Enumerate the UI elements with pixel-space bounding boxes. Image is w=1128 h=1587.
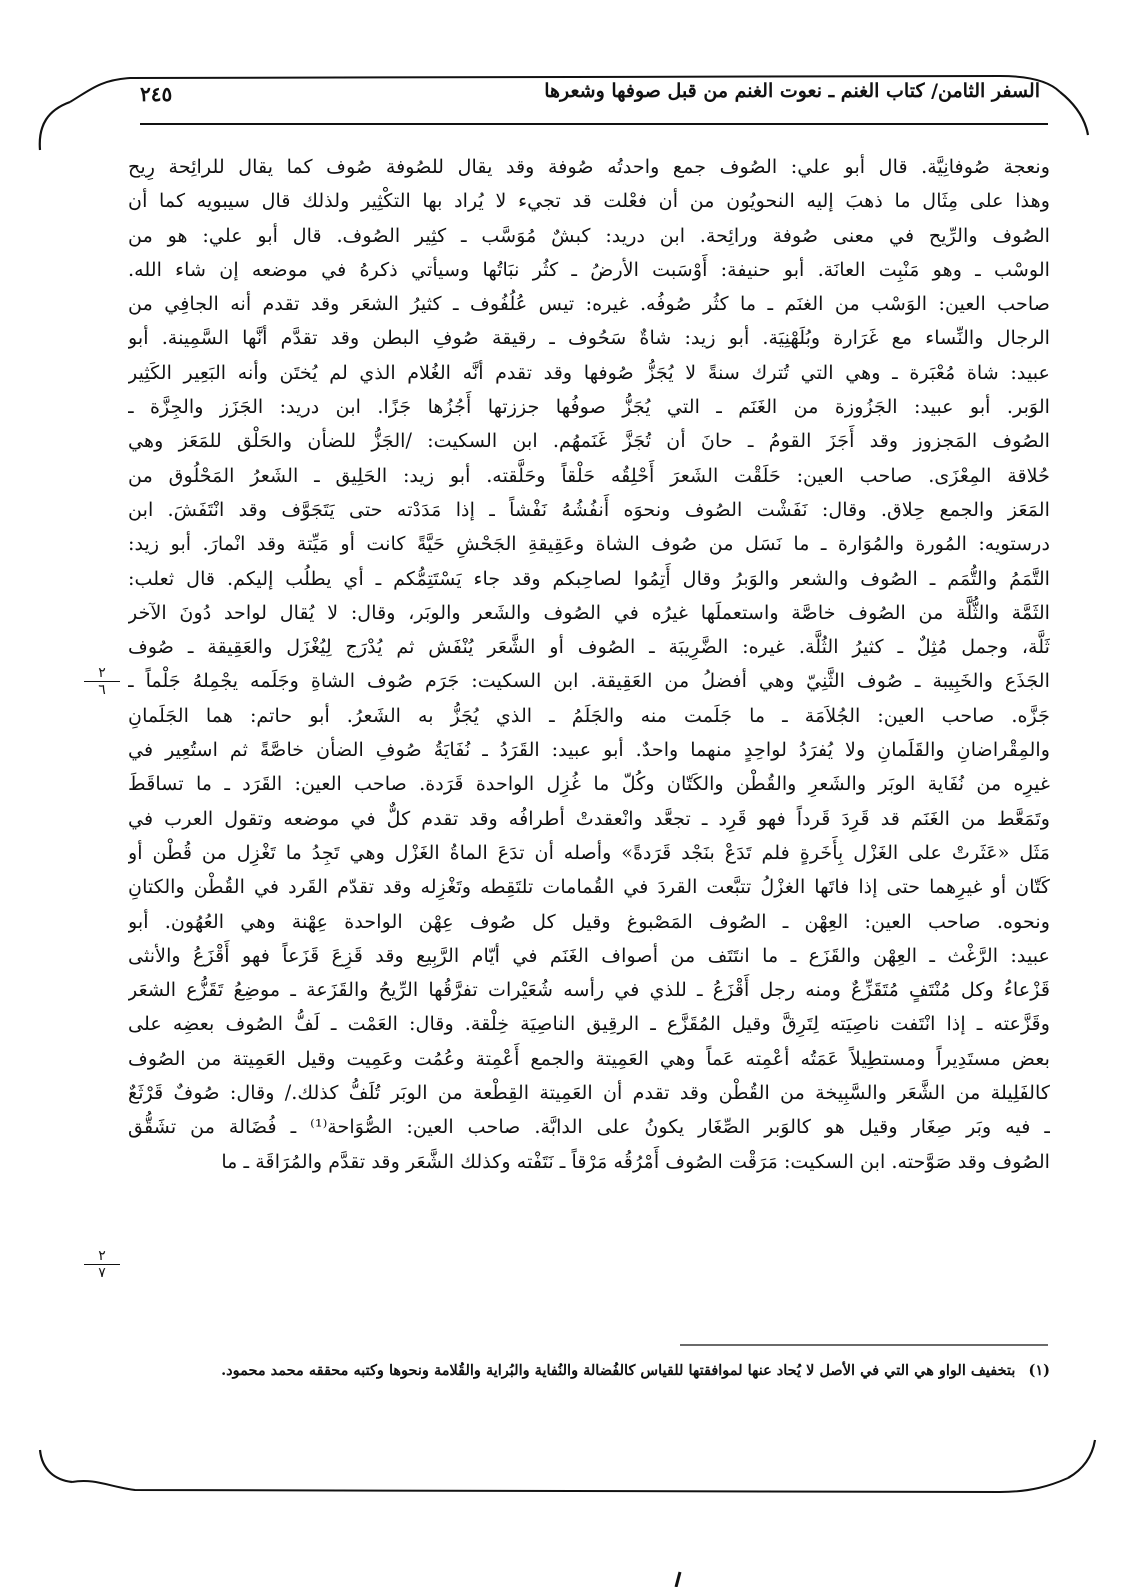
footnote-marker: (١) <box>1028 1362 1050 1379</box>
frame-bottom-line <box>72 1478 1068 1492</box>
text-line: الصُوف وقد صَوَّحته. ابن السكيت: مَرَقْت الصُوف أَمْرُقُه مَرْقاً ـ نَتَفْته وكذلك الشَّعَر وقد تقدَّم والمُرَاقَة ـ ما <box>221 1149 1050 1173</box>
text-line: ثَلَّة، وجمل مُثِلٌ ـ كثيرُ الثُلَّة. غيره: الضَّرِيبَة ـ الصُوف أو الشَّعَر يُنْفَش ثم يُدْرَج لِيُغْزَل والعَقِيقة ـ صُوف <box>128 635 1050 659</box>
margin-numerator: ٢ <box>84 666 120 682</box>
text-line: قَزْعاءُ وكل مُنْتَفٍ مُتَقَزِّعٌ ومنه رجل أَقْزَعُ ـ للذي في رأسه شُعَيْرات تفرَّقُها الرِّيحُ والقَزَعة ـ موضِعُ تَقَزُّع الشعَر <box>128 978 1050 1002</box>
running-title: السفر الثامن/ كتاب الغنم ـ نعوت الغنم من قبل صوفها وشعرها <box>544 80 1040 102</box>
frame-right-curve-bottom <box>1068 1440 1095 1478</box>
margin-page-reference-6 <box>84 666 120 697</box>
text-line: الجَذَع والخَبِيبة ـ صُوف الثَّنِيّ وهي أفضلُ من العَقِيقة. ابن السكيت: جَرَم صُوف الشاةِ وجَلَمه يجْمِلهُ جَلْماً ـ <box>128 669 1050 693</box>
text-line: كالفَلِيلة من الشَّعَر والسَّبِيخة من القُطْن وقد تقدم أن العَمِيتة القِطْعة من الوبَر تُلَفُّ كذلك./ وقال: صُوفٌ قَرْثَعٌ <box>128 1081 1050 1105</box>
margin-denominator: ٧ <box>98 1265 106 1281</box>
text-line: غيرِه من نُفَاية الوبَر والشَعرِ والقُطْن والكَتّان وكُلّ ما غُزِل الواحدة قَرَدة. صاحب العين: القَرَد ـ ما تساقَطَ <box>128 772 1050 796</box>
text-line: مَثَل «عَثَرتْ على الغَزْل بِأَخَرةٍ فلم تَدَعْ بنَجْد قَرَدةً» وأصله أن تدَعَ الماةُ الغَزْل وهي تَجِدُ ما تَغْزِل من قُطْن أو <box>128 840 1050 864</box>
text-line: والمِقْراضانِ والقَلَمانِ ولا يُفرَدُ لواحِدٍ منهما واحدٌ. أبو عبيد: القَرَدُ ـ نُفَايَةُ صُوفِ الضأن خاصَّةً ثم استُعِير في <box>128 738 1050 762</box>
footnote <box>140 1358 1050 1384</box>
margin-denominator: ٦ <box>98 682 106 698</box>
text-line: عبيد: الرَّغْث ـ العِهْن والقَزَع ـ ما انتَتَف من أصواف الغَنَم في أيّام الرَّبِيع وقد قَزِعَ قَزَعاً فهو أَقْزَعُ والأنثى <box>128 943 1050 967</box>
main-text <box>128 150 1050 1179</box>
text-line: ونحوه. صاحب العين: العِهْن ـ الصُوف المَصْبوغ وقيل كل صُوف عِهْن الواحدة عِهْنة وهي العُهُون. أبو <box>128 909 1050 933</box>
text-line: جَزَّه. صاحب العين: الجُلاَمَة ـ ما جَلَمت منه والجَلَمُ ـ الذي يُجَزُّ به الشَعرُ. أبو حاتم: هما الجَلَمانِ <box>128 703 1050 727</box>
text-line: درستويه: المُورة والمُوَارة ـ ما نَسَل من صُوف الشاة وعَقِيقةِ الجَحْشِ حَيَّةً كانت أو مَيِّتة وقد انْمارَ. أبو زيد: <box>128 532 1050 556</box>
margin-page-reference-7 <box>84 1249 120 1280</box>
text-line: ـ فيه وبَر صِغَار وقيل هو كالوَبر الصِّغَار يكونُ على الدابَّة. صاحب العين: الصُّوَاحة⁽¹⁾ ـ فُضَالة من تشَقُّق <box>128 1115 1050 1139</box>
text-line: ونعجة صُوفانِيَّة. قال أبو علي: الصُوف جمع واحدتُه صُوفة وقد يقال للصُوفة صُوف كما يقال للرائِحة رِيح <box>128 155 1050 178</box>
text-line: المَعَز والجمع حِلاق. وقال: نَفَشْت الصُوف ونحوَه أَنفُشُهُ نَفْشاً ـ إذا مَدَدْته حتى يَتَجَوَّف وقد انْتَفَشَ. ابن <box>128 497 1050 521</box>
text-line: الصُوف المَجزوز وقد أَجَزَ القومُ ـ حانَ أن تُجَزَّ غَنَمهُم. ابن السكيت: /الجَزُّ للضأن والحَلْق للمَعَز وهي <box>128 429 1050 453</box>
text-line: الرجال والنِّساء مع غَرَارة وبُلَهْنِيَة. أبو زيد: شاةٌ سَحُوف ـ رقيقة صُوفِ البطن وقد تقدَّم أنَّها السَّمِينة. أبو <box>128 326 1050 350</box>
text-line: الثَمَّة والثُّلَّة من الصُوف خاصَّة واستعملَها غيرُه في الصُوف والشَعر والوبَر، وقال: لا يُقال لواحد دُونَ الآخر <box>128 600 1050 624</box>
text-line: حُلاقة المِعْزَى. صاحب العين: حَلَقْت الشَعرَ أَحْلِقُه حَلْقاً وحَلَّقته. أبو زيد: الحَلِيق ـ الشَعرُ المَحْلُوق من <box>128 463 1050 487</box>
text-line: الصُوف والرِّيح في معنى صُوفة ورائِحة. ابن دريد: كبشٌ مُوَسَّب ـ كثِير الصُوف. قال أبو علي: هو من <box>128 223 1050 247</box>
scan-mark <box>676 1572 680 1587</box>
frame-left-curve-top <box>40 102 70 150</box>
text-line: الوَبر. أبو عبيد: الجَزُوزة من الغَنَم ـ التي يُجَزُّ صوفُها جززتها أَجُزُها جَزًا. ابن دريد: الجَزَز والجِزَّة ـ <box>128 395 1050 419</box>
text-line: الوسْب ـ وهو مَنْبِت العانَة. أبو حنيفة: أَوْسَبت الأرضُ ـ كثُر نبَاتُها وسيأتي ذكرهُ في موضعه إن شاء الله. <box>128 257 1050 281</box>
page-header <box>140 80 1040 114</box>
text-line: وهذا على مِثَال ما ذهبَ إليه النحويُون من أن فعْلت قد تجيء لا يُراد بها التكْثِير ولذلك قال سيبويه كما أن <box>128 189 1050 213</box>
footnote-text: بتخفيف الواو هي التي في الأصل لا يُحاد عنها لموافقتها للقياس كالفُضالة والنُفاية والبُراية والقُلامة ونحوها وكتبه محققه محمد محمود. <box>221 1362 1016 1379</box>
text-line: كَتّان أو غيرِهما حتى إذا فاتَها الغزْلُ تتبَّعت القردَ في القُمامات تلتَقِطه وتَغْزِله وقد تقدّم القَرد في القُطْن والكتانِ <box>128 875 1050 899</box>
text-line: وتَمَعَّط من الغَنَم قد قَرِدَ قَرداً فهو قَرِد ـ تجعَّد وانْعقدتْ أطرافُه وقد تقدم كلٌّ في موضعه وتقول العرب في <box>128 806 1050 830</box>
text-line: بعض مستَدِيراً ومستطِيلاً عَمَتُه أعْمِته عَماً وهي العَمِيتة والجمع أَعْمِتة وعُمُت وعَمِيت وقيل العَمِيتة من الصُوف <box>128 1046 1050 1070</box>
page-number: ٢٤٥ <box>140 82 173 106</box>
frame-left-curve-bottom <box>40 1450 72 1482</box>
text-line: صاحب العين: الوَسْب من الغنَم ـ ما كثُر صُوفُه. غيره: تيس عُلُفُوف ـ كثيرُ الشعَر وقد تقدم أنه الجافِي من <box>128 292 1050 316</box>
frame-right-curve-top <box>1060 92 1088 135</box>
text-line: وقَزَّعته ـ إذا انْتَفت ناصِيَته لِتَرِقَّ وقيل المُقَزَّع ـ الرقِيق الناصِيَة خِلْقة. وقال: العَمْت ـ لَفُّ الصُوف بعضِه على <box>128 1012 1050 1036</box>
text-line: التَّمَمُ والتُّمَم ـ الصُوف والشعر والوَبرُ وقال أَتِمُوا لصاحِبكم وقد جاء يَسْتَتِمُّكم ـ أي يطلُب إليكم. قال ثعلب: <box>128 566 1050 590</box>
margin-numerator: ٢ <box>84 1249 120 1265</box>
text-line: عبيد: شاة مُعْبَرة ـ وهي التي تُترك سنةً لا يُجَزُّ صُوفها وقد تقدم أنَّه الغُلام الذي لم يُختَن وأنه البَعِير الكَثِير <box>128 360 1050 384</box>
